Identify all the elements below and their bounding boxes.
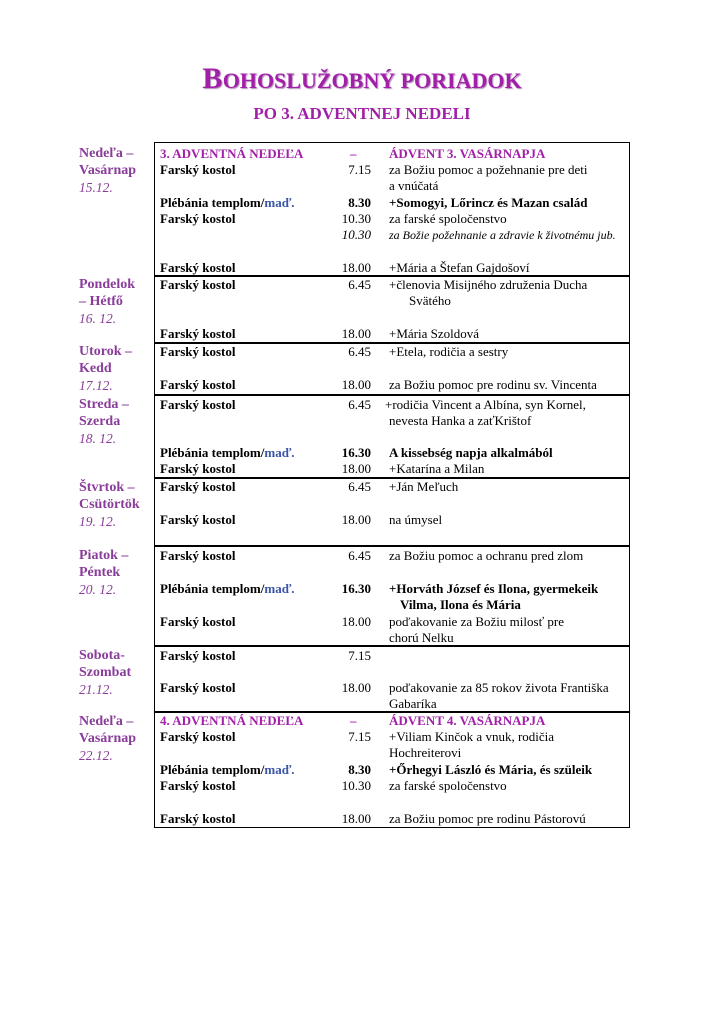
mass-intent: Hochreiterovi: [389, 745, 462, 760]
mass-intent: za Božiu pomoc a ochranu pred zlom: [389, 548, 584, 563]
place-label: [160, 581, 294, 597]
mass-intent: za farské spoločenstvo: [389, 778, 507, 793]
day-name: Sobota-: [79, 648, 125, 663]
mass-time: 7.15: [348, 162, 371, 177]
mass-intent: +rodičia Vincent a Albína, syn Kornel,: [385, 397, 586, 412]
hungarian-tag: maď.: [264, 445, 295, 460]
mass-time: 8.30: [348, 762, 371, 777]
day-name-hu: Vasárnap: [79, 731, 137, 746]
sunday-header-hu: ÁDVENT 3. VASÁRNAPJA: [389, 146, 546, 161]
mass-intent: na úmysel: [389, 512, 443, 527]
place-label: Farský kostol: [160, 548, 236, 563]
mass-intent: +Mária a Štefan Gajdošoví: [389, 260, 530, 275]
place-label-text: Plébánia templom/: [160, 581, 265, 596]
day-name-hu: Szombat: [79, 665, 132, 680]
hungarian-tag: maď.: [264, 195, 295, 210]
day-name: Utorok –: [79, 344, 133, 359]
day-date: 20. 12.: [79, 582, 117, 597]
mass-intent: chorú Nelku: [389, 630, 454, 645]
day-name: Streda –: [79, 397, 129, 412]
title-rest: OHOSLUŽOBNÝ PORIADOK: [222, 68, 522, 93]
place-label: Farský kostol: [160, 648, 236, 663]
day-name: Štvrtok –: [79, 480, 135, 495]
day-label: [79, 713, 154, 764]
mass-time: 6.45: [348, 397, 371, 412]
mass-intent: +Mária Szoldová: [389, 326, 480, 341]
place-label: Farský kostol: [160, 277, 236, 292]
mass-intent: poďakovanie za Božiu milosť pre: [389, 614, 564, 629]
day-name-hu: Vasárnap: [79, 163, 137, 178]
mass-intent: +Etela, rodičia a sestry: [389, 344, 509, 359]
day-label: [79, 479, 154, 530]
mass-intent: Vilma, Ilona és Mária: [400, 597, 521, 612]
place-label: Farský kostol: [160, 326, 236, 341]
place-label: Farský kostol: [160, 680, 236, 695]
mass-time: 18.00: [341, 811, 371, 826]
day-name: Pondelok: [79, 277, 136, 292]
place-label: Farský kostol: [160, 211, 236, 226]
day-name-hu: Péntek: [79, 565, 121, 580]
place-label: Farský kostol: [160, 397, 236, 412]
mass-time: 8.30: [348, 195, 371, 210]
place-label: Farský kostol: [160, 479, 236, 494]
mass-intent: za Božiu pomoc pre rodinu Pástorovú: [389, 811, 586, 826]
mass-time: 6.45: [348, 548, 371, 563]
mass-intent: Gabaríka: [389, 696, 437, 711]
mass-intent: +Viliam Kinčok a vnuk, rodičia: [389, 729, 555, 744]
place-label: [160, 445, 294, 461]
day-date: 22.12.: [79, 748, 113, 763]
mass-time: 18.00: [341, 260, 371, 275]
day-date: 21.12.: [79, 682, 113, 697]
mass-intent: za Božiu pomoc a požehnanie pre deti: [389, 162, 588, 177]
mass-time: 18.00: [341, 614, 371, 629]
day-label: [79, 343, 154, 394]
mass-intent: Svätého: [409, 293, 451, 308]
day-name: Nedeľa –: [79, 146, 134, 161]
day-label: [79, 547, 154, 598]
place-label: Farský kostol: [160, 162, 236, 177]
place-label: Farský kostol: [160, 614, 236, 629]
mass-time: 18.00: [341, 326, 371, 341]
mass-intent: +Ján Meľuch: [389, 479, 459, 494]
mass-intent: nevesta Hanka a zaťKrištof: [389, 413, 532, 428]
mass-time: 18.00: [341, 512, 371, 527]
day-date: 16. 12.: [79, 311, 117, 326]
mass-intent: a vnúčatá: [389, 178, 439, 193]
mass-time: 7.15: [348, 648, 371, 663]
mass-intent: +Őrhegyi László és Mária, és szüleik: [389, 762, 593, 777]
mass-intent: poďakovanie za 85 rokov života Františka: [389, 680, 609, 695]
page-title: [0, 62, 724, 96]
day-label: [79, 276, 154, 327]
mass-intent: +Somogyi, Lőrincz és Mazan család: [389, 195, 588, 210]
day-date: 18. 12.: [79, 431, 117, 446]
title-initial: B: [202, 62, 223, 95]
place-label: Farský kostol: [160, 512, 236, 527]
mass-time: 10.30: [341, 778, 371, 793]
sunday-header-dash: –: [350, 713, 357, 728]
day-date: 17.12.: [79, 378, 113, 393]
mass-time: 6.45: [348, 344, 371, 359]
mass-time: 6.45: [348, 479, 371, 494]
place-label: Farský kostol: [160, 811, 236, 826]
page-subtitle: PO 3. ADVENTNEJ NEDELI: [253, 104, 471, 123]
day-name: Nedeľa –: [79, 714, 134, 729]
place-label: [160, 762, 294, 778]
day-name-hu: Kedd: [79, 361, 112, 376]
mass-time: 18.00: [341, 461, 371, 476]
day-label: [79, 647, 154, 698]
day-label: [79, 396, 154, 447]
mass-time: 16.30: [341, 581, 371, 596]
mass-time: 10.30: [341, 211, 371, 226]
mass-intent: A kissebség napja alkalmából: [389, 445, 553, 460]
sunday-header-sk: 4. ADVENTNÁ NEDEĽA: [160, 713, 304, 728]
day-name-hu: Csütörtök: [79, 497, 140, 512]
place-label: Farský kostol: [160, 461, 236, 476]
mass-intent: za Božie požehnanie a zdravie k životnému jub.: [389, 228, 616, 242]
day-name-hu: – Hétfő: [79, 294, 123, 309]
place-label: Farský kostol: [160, 260, 236, 275]
place-label: Farský kostol: [160, 344, 236, 359]
mass-intent: za farské spoločenstvo: [389, 211, 507, 226]
mass-intent: za Božiu pomoc pre rodinu sv. Vincenta: [389, 377, 597, 392]
hungarian-tag: maď.: [264, 581, 295, 596]
place-label-text: Plébánia templom/: [160, 762, 265, 777]
mass-time: 18.00: [341, 377, 371, 392]
mass-time: 16.30: [341, 445, 371, 460]
day-name-hu: Szerda: [79, 414, 121, 429]
mass-intent: +členovia Misijného združenia Ducha: [389, 277, 588, 292]
day-date: 19. 12.: [79, 514, 117, 529]
place-label-text: Plébánia templom/: [160, 195, 265, 210]
place-label-text: Plébánia templom/: [160, 445, 265, 460]
place-label: [160, 195, 294, 211]
sunday-header-hu: ÁDVENT 4. VASÁRNAPJA: [389, 713, 546, 728]
mass-intent: +Horváth József és Ilona, gyermekeik: [389, 581, 599, 596]
sunday-header-sk: 3. ADVENTNÁ NEDEĽA: [160, 146, 304, 161]
day-date: 15.12.: [79, 180, 113, 195]
mass-time: 7.15: [348, 729, 371, 744]
mass-time: 18.00: [341, 680, 371, 695]
hungarian-tag: maď.: [264, 762, 295, 777]
mass-time: 10.30: [341, 227, 371, 242]
place-label: Farský kostol: [160, 377, 236, 392]
mass-intent: +Katarína a Milan: [389, 461, 485, 476]
place-label: Farský kostol: [160, 778, 236, 793]
mass-time: 6.45: [348, 277, 371, 292]
day-name: Piatok –: [79, 548, 129, 563]
place-label: Farský kostol: [160, 729, 236, 744]
day-label: [79, 145, 154, 196]
sunday-header-dash: –: [350, 146, 357, 161]
